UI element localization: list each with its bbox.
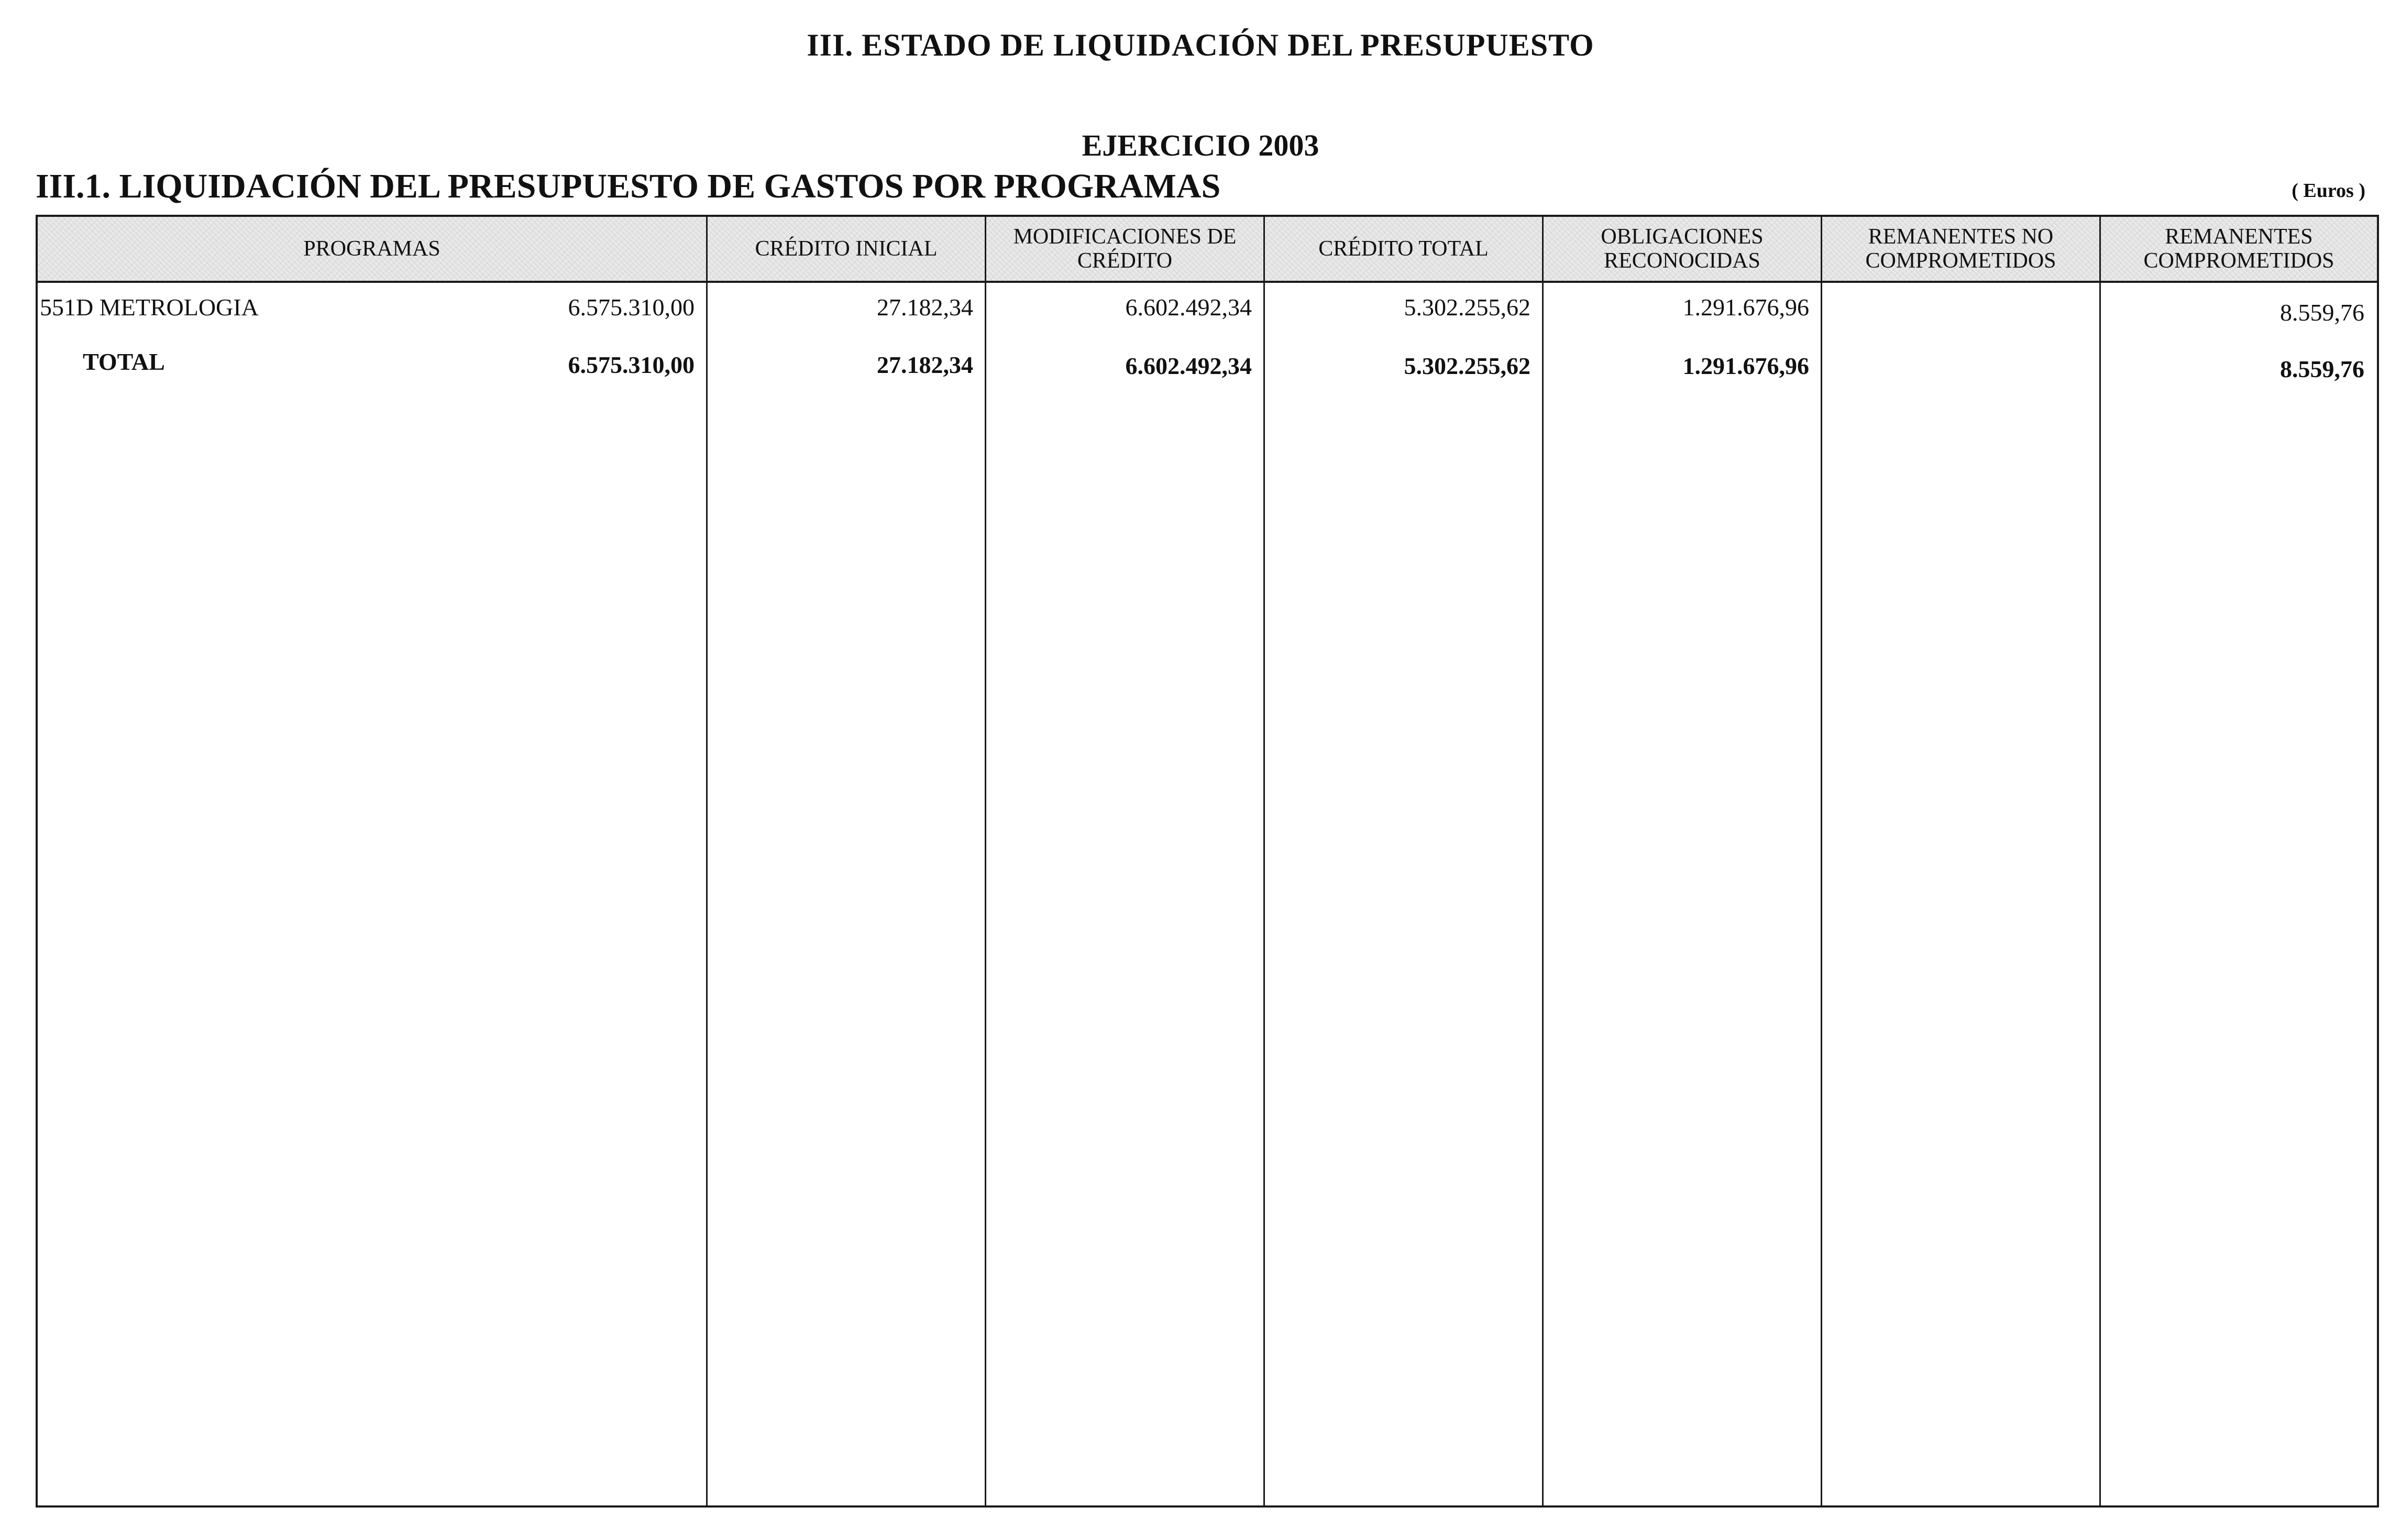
cell-credito-inicial: 6.575.310,00 [568,294,695,321]
section-title: III.1. LIQUIDACIÓN DEL PRESUPUESTO DE GASTOS POR PROGRAMAS [36,167,1221,205]
cell-remanentes-comprometidos: 8.559,76 [2280,299,2364,326]
header-modificaciones: MODIFICACIONES DE CRÉDITO [1013,225,1237,273]
header-credito-inicial: CRÉDITO INICIAL [755,237,938,261]
page-title: III. ESTADO DE LIQUIDACIÓN DEL PRESUPUESTO [807,28,1594,62]
exercise-year: EJERCICIO 2003 [1082,128,1319,162]
cell-obligaciones: 5.302.255,62 [1404,294,1530,321]
budget-table [36,215,2379,1508]
header-credito-total: CRÉDITO TOTAL [1318,237,1489,261]
header-programas: PROGRAMAS [303,237,440,261]
cell-programa: 551D METROLOGIA [40,294,259,321]
total-remanentes-no-comprometidos: 1.291.676,96 [1682,353,1809,379]
total-obligaciones: 5.302.255,62 [1404,353,1530,379]
column-divider [1821,217,1822,1505]
column-divider [2099,217,2101,1505]
column-divider [706,217,708,1505]
currency-unit: ( Euros ) [2292,180,2365,202]
column-divider [1263,217,1265,1505]
total-remanentes-comprometidos: 8.559,76 [2280,356,2364,382]
total-modificaciones: 27.182,34 [877,351,973,378]
header-remanentes-no-comprometidos: REMANENTES NO COMPROMETIDOS [1865,225,2056,273]
cell-credito-total: 6.602.492,34 [1125,294,1252,321]
total-credito-total: 6.602.492,34 [1125,353,1252,379]
column-divider [1542,217,1544,1505]
column-divider [985,217,986,1505]
total-credito-inicial: 6.575.310,00 [568,351,695,378]
total-label: TOTAL [83,348,165,375]
cell-modificaciones: 27.182,34 [877,294,973,321]
header-remanentes-comprometidos: REMANENTES COMPROMETIDOS [2143,225,2334,273]
header-obligaciones: OBLIGACIONES RECONOCIDAS [1601,225,1764,273]
cell-remanentes-no-comprometidos: 1.291.676,96 [1682,294,1809,321]
